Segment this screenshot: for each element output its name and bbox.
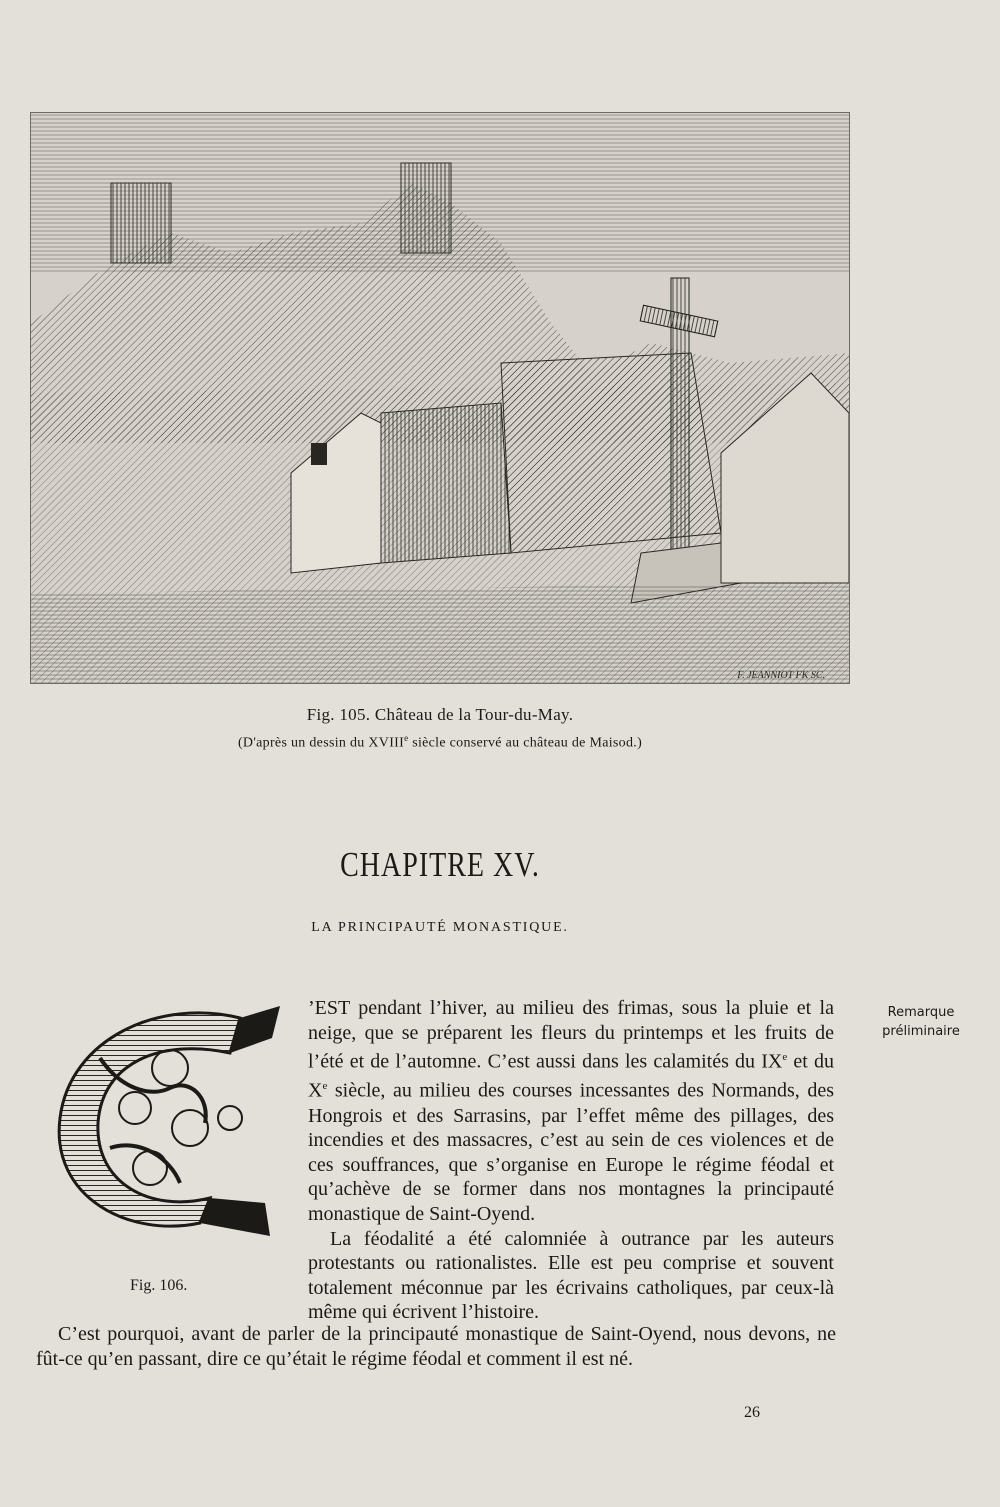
paragraph-1-text-c: siècle, au milieu des courses incessantes des Normands, des Hongrois et des Sarrasins, par l’effet même des pillages, des incendies et des massacres, c’est au sein de ces violences et de ces souffrances, que s’organise en Europe le régime féodal et qu’achève de se former dans nos montagnes la principauté monastique de Saint-Oyend. [308,1080,834,1226]
paragraph-3: C’est pourquoi, avant de parler de la principauté monastique de Saint-Oyend, nous devons, ne fût-ce qu’en passant, dire ce qu’était le régime féodal et comment il est né. [36,1323,836,1370]
ornamental-initial-c [40,998,286,1240]
body-column [308,996,834,1325]
margin-note-line-1: Remarque [887,1005,955,1020]
margin-note [852,1003,990,1041]
figure-105-source [0,733,880,752]
figure-106-caption: Fig. 106. [130,1277,188,1294]
ornamental-initial-illustration [40,998,286,1240]
figure-105-caption: Fig. 105. Château de la Tour-du-May. [306,705,574,724]
figure-105-source-text: (D'après un dessin du XVIII [237,735,405,751]
chateau-engraving [30,112,850,684]
figure-105-source-text-end: siècle conservé au château de Maisod.) [408,735,643,751]
engraving-illustration [31,113,849,683]
page-number: 26 [744,1404,760,1421]
margin-note-line-2: préliminaire [882,1024,960,1039]
paragraph-1 [308,996,834,1227]
figure-105-source-sup: e [404,733,409,743]
section-title: LA PRINCIPAUTÉ MONASTIQUE. [311,920,569,935]
paragraph-1-text-b: et du X [308,1050,835,1103]
paragraph-1-sup-1: e [782,1051,788,1064]
paragraph-1-text-a: ’EST pendant l’hiver, au milieu des frimas, sous la pluie et la neige, que se préparent les fleurs du printemps et les fruits de l’été et de l’automne. C’est aussi dans les calamités du IX [308,997,834,1073]
engraver-signature: F. JEANNIOT FK SC. [737,670,825,681]
chapter-title: CHAPITRE XV. [340,846,540,885]
paragraph-2: La féodalité a été calomniée à outrance par les auteurs protestants ou rationalistes. Elle est peu comprise et souvent totalement méconnue par les écrivains catholiques, par ceux-là même qui écrivent l’histoire. [308,1227,834,1324]
paragraph-1-sup-2: e [322,1080,328,1093]
body-full-width [36,1322,836,1371]
